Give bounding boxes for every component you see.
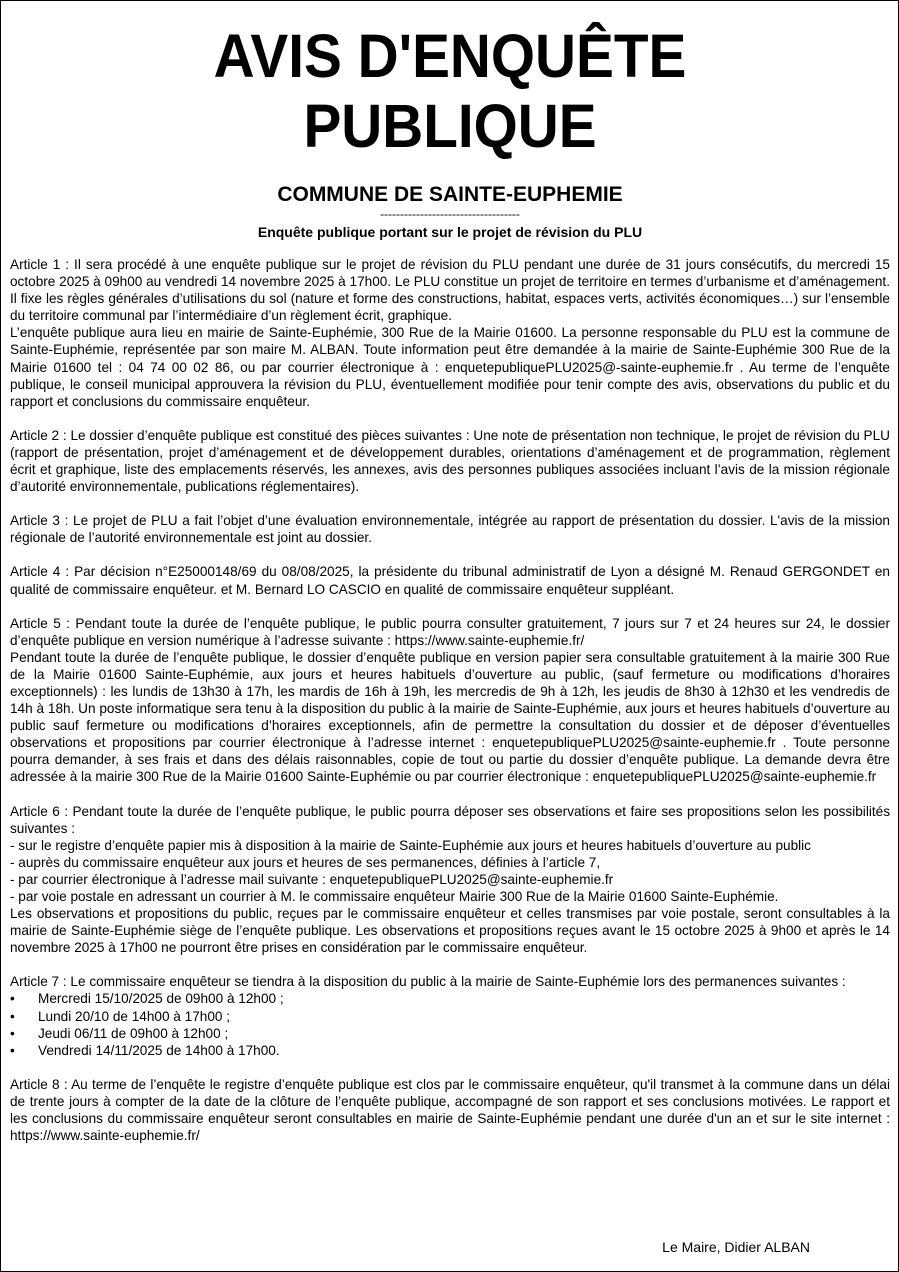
permanence-date: Lundi 20/10 de 14h00 à 17h00 ; <box>38 1008 230 1024</box>
spacer <box>10 786 890 803</box>
notice-subtitle: Enquête publique portant sur le projet de révision du PLU <box>257 224 643 240</box>
spacer <box>10 546 890 563</box>
spacer <box>10 598 890 615</box>
list-item <box>10 1042 890 1059</box>
article-5-paragraph-1: Article 5 : Pendant toute la durée de l’enquête publique, le public pourra consulter gratuitement, 7 jours sur 7 et 24 heures sur 24, le dossier d’enquête publique en version numérique à l’adresse suivante : https://www.sainte-euphemie.fr/ <box>10 615 890 648</box>
list-item <box>10 990 890 1007</box>
article-1-paragraph-1: Article 1 : Il sera procédé à une enquête publique sur le projet de révision du PLU pendant une durée de 31 jours consécutifs, du mercredi 15 octobre 2025 à 09h00 au vendredi 14 novembre 2025 à 17h00. Le PLU constitue un projet de territoire en termes d’urbanisme et d’aménagement. Il fixe les règles générales d’utilisations du sol (nature et forme des constructions, habitat, espaces verts, activités économiques…) sur l’ensemble du territoire communal par l’intermédiaire d’un règlement écrit, graphique. <box>10 257 890 324</box>
permanence-date: Vendredi 14/11/2025 de 14h00 à 17h00. <box>38 1042 280 1058</box>
notice-body <box>10 256 890 1144</box>
bullet: • <box>10 991 15 1007</box>
permanence-date: Jeudi 06/11 de 09h00 à 12h00 ; <box>38 1025 229 1041</box>
bullet: • <box>10 1042 15 1058</box>
article-7-intro: Article 7 : Le commissaire enquêteur se tiendra à la disposition du public à la mairie de Sainte-Euphémie lors des permanences suivantes : <box>10 974 846 990</box>
title-line-1: AVIS D'ENQUÊTE <box>213 22 687 90</box>
list-item <box>10 1008 890 1025</box>
separator-line: ----------------------------------- <box>380 207 520 221</box>
title-line-2: PUBLIQUE <box>303 92 597 160</box>
mayor-signature: Le Maire, Didier ALBAN <box>662 1239 810 1255</box>
article-4: Article 4 : Par décision n°E25000148/69 du 08/08/2025, la présidente du tribunal administratif de Lyon a désigné M. Renaud GERGONDET en qualité de commissaire enquêteur. et M. Bernard LO CASCIO en qualité de commissaire enquêteur suppléant. <box>10 564 890 597</box>
article-6-option-4: - par voie postale en adressant un courrier à M. le commissaire enquêteur Mairie 300 Rue de la Mairie 01600 Sainte-Euphémie. <box>10 889 779 904</box>
bullet: • <box>10 1008 15 1024</box>
list-item <box>10 1025 890 1042</box>
spacer <box>10 956 890 973</box>
permanence-date: Mercredi 15/10/2025 de 09h00 à 12h00 ; <box>38 991 284 1007</box>
commune-heading: COMMUNE DE SAINTE-EUPHEMIE <box>277 183 623 206</box>
article-6-option-3: - par courrier électronique à l’adresse mail suivante : enquetepubliquePLU2025@sainte-euphemie.fr <box>10 871 614 887</box>
article-3: Article 3 : Le projet de PLU a fait l’objet d’une évaluation environnementale, intégrée au rapport de présentation du dossier. L'avis de la mission régionale de l’autorité environnementale est joint au dossier. <box>10 513 890 546</box>
article-6-option-1: - sur le registre d’enquête papier mis à disposition à la mairie de Sainte-Euphémie aux jours et heures habituels d’ouverture au public <box>10 837 811 853</box>
permanence-list <box>10 990 890 1058</box>
article-5-paragraph-2: Pendant toute la durée de l’enquête publique, le dossier d’enquête publique en version papier sera consultable gratuitement à la mairie 300 Rue de la Mairie 01600 Sainte-Euphémie, aux jours et heures habituels d’ouverture au public, (sauf fermeture ou modifications d’horaires exceptionnels) : les lundis de 13h30 à 17h, les mardis de 16h à 19h, les mercredis de 9h à 12h, les jeudis de 8h30 à 12h30 et les vendredis de 14h à 18h. Un poste informatique sera tenu à la disposition du public à la mairie de Sainte-Euphémie, aux jours et heures habituels d’ouverture au public sauf fermeture ou modifications d’horaires exceptionnels, afin de permettre la consultation du dossier et de déposer d’éventuelles observations et propositions par courrier électronique à l’adresse internet : enquetepubliquePLU2025@sainte-euphemie.fr . Toute personne pourra demander, à ses frais et dans des délais raisonnables, copie de tout ou partie du dossier d’enquête publique. La demande devra être adressée à la mairie 300 Rue de la Mairie 01600 Sainte-Euphémie ou par courrier électronique : enquetepubliquePLU2025@sainte-euphemie.fr <box>10 649 890 785</box>
spacer <box>10 1059 890 1076</box>
bullet: • <box>10 1025 15 1041</box>
spacer <box>10 495 890 512</box>
article-6-option-2: - auprès du commissaire enquêteur aux jours et heures de ses permanences, définies à l’article 7, <box>10 854 601 870</box>
article-6-intro: Article 6 : Pendant toute la durée de l’enquête publique, le public pourra déposer ses observations et faire ses propositions selon les possibilités suivantes : <box>10 803 890 836</box>
spacer <box>10 410 890 427</box>
article-8: Article 8 : Au terme de l’enquête le registre d’enquête publique est clos par le commissaire enquêteur, qu'il transmet à la commune dans un délai de trente jours à compter de la date de la clôture de l’enquête publique, accompagné de son rapport et ses conclusions motivées. Le rapport et les conclusions du commissaire enquêteur seront consultables en mairie de Sainte-Euphémie pendant une durée d'un an et sur le site internet : https://www.sainte-euphemie.fr/ <box>10 1076 890 1144</box>
article-2: Article 2 : Le dossier d’enquête publique est constitué des pièces suivantes : Une note de présentation non technique, le projet de révision du PLU (rapport de présentation, projet d’aménagement et de développement durables, orientations d’aménagement et de programmation, règlement écrit et graphique, liste des emplacements réservés, les annexes, avis des personnes publiques associées incluant l’avis de la mission régionale d’autorité environnementale, publications réglementaires). <box>10 427 890 495</box>
notice-title <box>41 21 859 161</box>
article-1-paragraph-2: L’enquête publique aura lieu en mairie de Sainte-Euphémie, 300 Rue de la Mairie 01600. La personne responsable du PLU est la commune de Sainte-Euphémie, représentée par son maire M. ALBAN. Toute information peut être demandée à la mairie de Sainte-Euphémie 300 Rue de la Mairie 01600 tel : 04 74 00 02 86, ou par courrier électronique à : enquetepubliquePLU2025@-sainte-euphemie.fr . Au terme de l’enquête publique, le conseil municipal approuvera la révision du PLU, éventuellement modifiée pour tenir compte des avis, observations du public et du rapport et conclusions du commissaire enquêteur. <box>10 325 890 409</box>
article-6-outro: Les observations et propositions du public, reçues par le commissaire enquêteur et celles transmises par voie postale, seront consultables à la mairie de Sainte-Euphémie siège de l’enquête publique. Les observations et propositions reçues avant le 15 octobre 2025 à 9h00 et après le 14 novembre 2025 à 17h00 ne pourront être prises en considération par le commissaire enquêteur. <box>10 906 890 956</box>
